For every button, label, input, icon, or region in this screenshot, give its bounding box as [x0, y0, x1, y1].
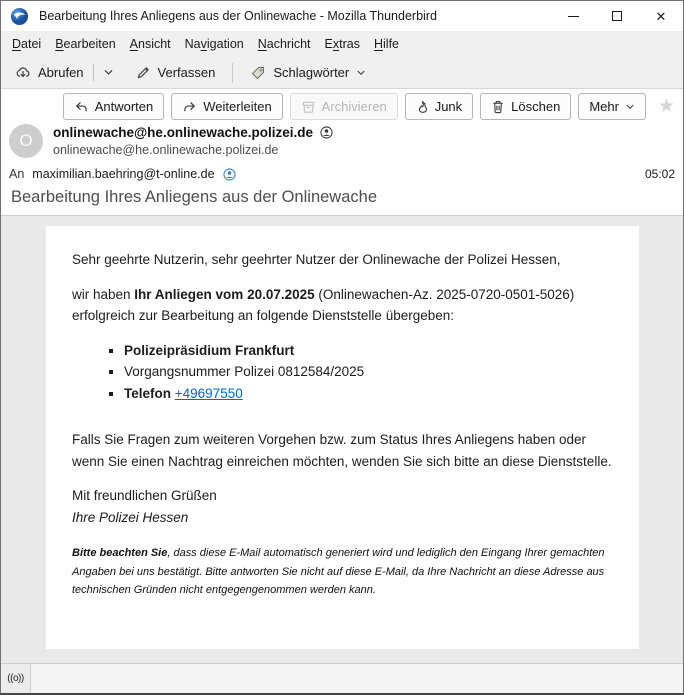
sender-block: [53, 124, 333, 157]
get-messages-button[interactable]: [7, 60, 92, 86]
window-controls: [551, 1, 683, 31]
menu-label-part: H: [373, 37, 384, 51]
cloud-download-icon: [15, 65, 31, 81]
reply-button[interactable]: [63, 93, 165, 120]
closing-text: Mit freundlichen Grüßen: [72, 488, 217, 503]
reply-arrow-icon: [74, 100, 89, 114]
disclaimer-lead: Bitte beachten Sie: [72, 547, 168, 559]
phone-link[interactable]: +49697550: [174, 385, 243, 401]
intro-pre: wir haben: [72, 286, 135, 302]
disclaimer-rest: , dass diese E-Mail automatisch generiert wird und lediglich den Eingang Ihrer gemachten Angaben bei uns bestätigt. Bitte antworten Sie nicht auf diese E-Mail, da Ihre Nachricht an diese Adresse aus technischen Gründen nicht entgegengenommen werden kann.: [72, 547, 605, 596]
menu-datei[interactable]: [5, 33, 48, 55]
toolbar-separator: [232, 63, 233, 83]
disclaimer-paragraph: [72, 544, 613, 600]
menu-label-part: x: [332, 37, 340, 51]
menu-label-part: nsicht: [138, 37, 171, 51]
followup-text: Falls Sie Fragen zum weiteren Vorgehen bzw. zum Status Ihres Anliegens haben oder wenn Sie einen Nachtrag einreichen möchten, wenden Sie sich bitte an diese Dienststelle.: [72, 432, 612, 469]
pencil-icon: [136, 65, 151, 80]
sender-email: onlinewache@he.onlinewache.polizei.de: [53, 143, 279, 157]
minimize-button[interactable]: [551, 1, 595, 31]
message-header: [1, 89, 683, 216]
menu-label-part: tras: [339, 37, 360, 51]
list-item-phone: [124, 383, 613, 405]
list-item-case-number: [124, 361, 613, 383]
trash-icon: [491, 100, 505, 114]
menu-label-part: A: [129, 37, 138, 51]
archive-label: Archivieren: [321, 99, 387, 114]
menu-label-part: atei: [21, 37, 42, 51]
forward-arrow-icon: [182, 100, 197, 114]
title-bar: [1, 1, 683, 31]
delete-label: Löschen: [511, 99, 561, 114]
menu-label-part: earbeiten: [63, 37, 116, 51]
recipient-email[interactable]: maximilian.baehring@t-online.de: [32, 167, 215, 181]
split-button-divider: [93, 64, 94, 81]
close-button[interactable]: [639, 1, 683, 31]
reply-label: Antworten: [94, 99, 154, 114]
greeting-text: Sehr geehrte Nutzerin, sehr geehrter Nutzer der Onlinewache der Polizei Hessen,: [72, 252, 561, 267]
sender-name[interactable]: onlinewache@he.onlinewache.polizei.de: [53, 125, 313, 140]
junk-button[interactable]: [405, 93, 473, 120]
office-name: Polizeipräsidium Frankfurt: [124, 342, 295, 358]
tags-label: Schlagwörter: [273, 65, 350, 80]
email-content: [46, 226, 639, 649]
contact-icon-blue[interactable]: [223, 168, 236, 181]
sender-avatar[interactable]: [9, 124, 43, 158]
flame-icon: [416, 100, 429, 114]
forward-label: Weiterleiten: [203, 99, 272, 114]
more-button[interactable]: [578, 93, 646, 120]
list-item-office: [124, 340, 613, 362]
tags-button[interactable]: [242, 60, 374, 86]
message-subject: Bearbeitung Ihres Anliegens aus der Onlinewache: [11, 188, 377, 206]
get-messages-label: Abrufen: [38, 65, 84, 80]
avatar-letter: O: [19, 131, 33, 150]
menu-label-part: N: [257, 37, 267, 51]
menu-label-part: igation: [206, 37, 244, 51]
menu-bar: [1, 31, 683, 57]
anliegen-date: Ihr Anliegen vom 20.07.2025: [134, 286, 315, 302]
message-time: 05:02: [644, 167, 675, 181]
mail-toolbar: [1, 57, 683, 89]
star-icon: ★: [657, 96, 675, 117]
sender-row: [1, 120, 683, 158]
more-label: Mehr: [589, 99, 619, 114]
get-messages-dropdown[interactable]: [95, 60, 122, 86]
menu-nachricht[interactable]: [251, 33, 318, 55]
contact-icon[interactable]: [320, 126, 333, 139]
chevron-down-icon: [103, 67, 114, 78]
compose-button[interactable]: [128, 60, 224, 86]
status-bar: [1, 663, 683, 693]
menu-label-part: Na: [184, 37, 201, 51]
message-actions: [1, 89, 683, 120]
menu-label-part: achricht: [266, 37, 311, 51]
signature-text: Ihre Polizei Hessen: [72, 509, 189, 525]
star-button[interactable]: [658, 97, 675, 116]
network-status-icon[interactable]: ((o)): [1, 664, 31, 693]
compose-label: Verfassen: [157, 65, 216, 80]
menu-label-part: v: [200, 37, 207, 51]
chevron-down-icon: [356, 68, 366, 78]
phone-label: Telefon: [124, 385, 171, 401]
delete-button[interactable]: [480, 93, 571, 120]
close-icon: ✕: [655, 8, 667, 24]
message-pane: [1, 216, 683, 663]
menu-label-part: ilfe: [383, 37, 399, 51]
greeting-paragraph: [72, 249, 613, 271]
recipient-row: [1, 158, 683, 181]
dienststelle-list: [72, 340, 613, 405]
archive-button[interactable]: [290, 93, 398, 120]
menu-extras[interactable]: [318, 33, 367, 55]
followup-paragraph: [72, 429, 613, 472]
case-number: Vorgangsnummer Polizei 0812584/2025: [124, 364, 365, 379]
forward-button[interactable]: [171, 93, 282, 120]
menu-label-part: D: [12, 37, 22, 51]
status-bar-empty: [31, 664, 683, 693]
tag-icon: [250, 65, 266, 81]
junk-label: Junk: [434, 99, 463, 114]
menu-label-part: B: [55, 37, 64, 51]
maximize-icon: [612, 11, 622, 21]
closing-paragraph: [72, 485, 613, 528]
menu-navigation[interactable]: [178, 33, 251, 55]
archive-box-icon: [301, 100, 316, 114]
menu-ansicht[interactable]: [123, 33, 178, 55]
chevron-down-icon: [625, 102, 635, 112]
thunderbird-logo-icon: [10, 7, 29, 26]
menu-bearbeiten[interactable]: [48, 33, 122, 55]
minimize-icon: [568, 16, 579, 17]
menu-label-part: E: [324, 37, 333, 51]
intro-paragraph: [72, 284, 613, 327]
to-label: An: [9, 167, 25, 181]
maximize-button[interactable]: [595, 1, 639, 31]
intro-post: (Onlinewachen-Az. 2025-0720-0501-5026) erfolgreich zur Bearbeitung an folgende Dienststelle übergeben:: [72, 286, 575, 323]
window-title: Bearbeitung Ihres Anliegens aus der Onlinewache - Mozilla Thunderbird: [39, 9, 437, 23]
menu-hilfe[interactable]: [367, 33, 406, 55]
